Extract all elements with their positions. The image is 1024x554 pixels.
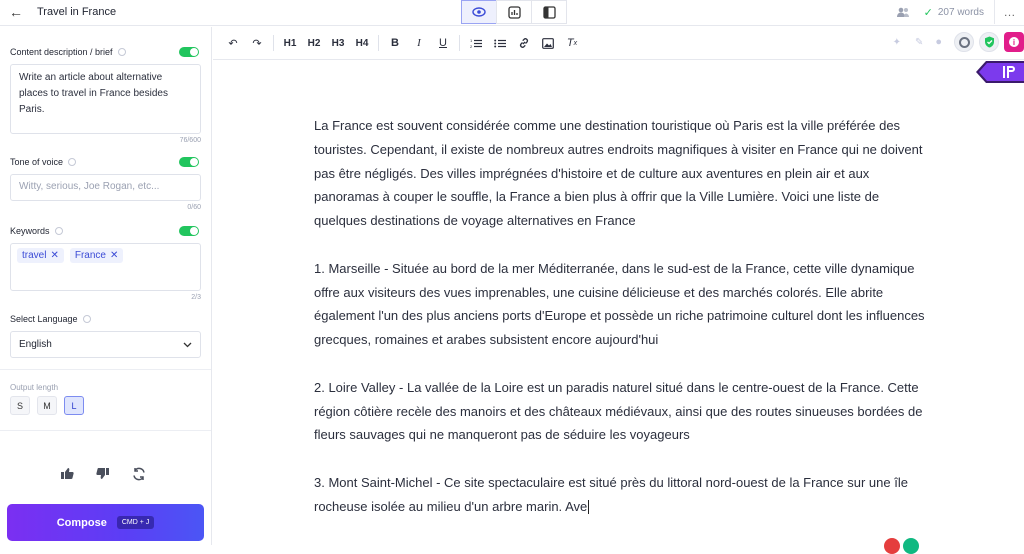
paragraph[interactable]: 2. Loire Valley - La vallée de la Loire est un paradis naturel situé dans le centre-ouest de la France. Cette région côtière recèle des manoirs et des châteaux médiévaux, ainsi que des routes sinueuses bordées de fleurs sauvages qui ne manqueront pas de séduire les voyageurs (314, 379, 923, 443)
bold-icon[interactable]: B (391, 37, 399, 49)
editor-toolbar (213, 27, 1024, 60)
eye-icon (472, 7, 486, 17)
underline-icon[interactable]: U (439, 37, 447, 49)
brief-counter: 76/600 (179, 137, 201, 144)
grammar-green-icon[interactable] (903, 538, 919, 554)
language-section (10, 314, 201, 358)
language-value: English (19, 339, 52, 350)
text-cursor (588, 500, 589, 514)
clear-format-icon[interactable]: T x (566, 37, 578, 49)
svg-text:2: 2 (470, 43, 473, 49)
saved-check-icon: ✓ (923, 6, 933, 19)
toolbar-separator (273, 35, 274, 51)
toolbar-separator (459, 35, 460, 51)
compose-button[interactable] (7, 504, 204, 541)
info-icon[interactable] (68, 158, 76, 166)
redo-icon[interactable]: ↷ (252, 37, 262, 50)
grammarly-button[interactable] (954, 32, 974, 52)
paragraph[interactable]: 1. Marseille - Située au bord de la mer Méditerranée, dans le sud-est de la France, cette ville dynamique offre aux visiteurs des vues imprenables, une cuisine délicieuse et des marchés colorés. Elle abrite également l'un des plus anciens ports d'Europe et possède un riche patrimoine culturel dont les influences grecques, romaines et arabes subsistent encore aujourd'hui (314, 260, 925, 348)
info-alert-icon: i (1009, 37, 1019, 47)
undo-icon[interactable]: ↶ (228, 37, 238, 50)
ellipsis-icon: … (1003, 5, 1016, 19)
image-icon[interactable] (536, 38, 560, 49)
grammar-red-icon[interactable] (884, 538, 900, 554)
thumbs-down-icon[interactable] (96, 467, 110, 480)
more-options-button[interactable] (994, 0, 1024, 24)
remove-chip-icon[interactable]: ✕ (50, 250, 59, 261)
paragraph-with-cursor[interactable] (314, 471, 934, 519)
length-small-button[interactable]: S (10, 396, 30, 415)
editor-content[interactable] (314, 114, 934, 542)
refresh-icon[interactable] (132, 467, 146, 481)
paragraph-text: 3. Mont Saint-Michel - Ce site spectaculaire est situé près du littoral nord-ouest de la France sur une île rocheuse isolée au milieu d'un arbre marin. Ave (314, 474, 908, 514)
keywords-input[interactable] (10, 243, 201, 291)
compose-label: Compose (56, 516, 107, 529)
bullet-list-icon[interactable] (488, 38, 512, 49)
feedback-row (60, 467, 146, 481)
chevron-down-icon (183, 342, 192, 348)
info-icon[interactable] (118, 48, 126, 56)
keyword-chip-label: France (74, 250, 106, 261)
sparkle-icon[interactable]: ✦ (892, 36, 901, 48)
pen-icon[interactable]: ✎ (914, 36, 924, 48)
compose-shortcut: CMD + J (117, 516, 154, 529)
tone-counter: 0/60 (187, 204, 201, 211)
heading-3-button[interactable]: H3 (331, 37, 345, 49)
brief-section (10, 47, 201, 144)
tone-input[interactable] (10, 174, 201, 201)
view-preview-button[interactable] (461, 0, 497, 24)
back-arrow-icon[interactable]: ← (9, 4, 23, 20)
divider (0, 369, 211, 370)
output-length-section (10, 383, 201, 415)
language-label: Select Language (10, 314, 78, 324)
keyword-chip[interactable] (17, 248, 64, 263)
top-bar (0, 0, 1024, 26)
brief-toggle[interactable] (179, 47, 199, 57)
view-analytics-button[interactable] (496, 0, 532, 24)
brief-text: Write an article about alternative places to travel in France besides Paris. (19, 72, 168, 115)
view-mode-group (462, 0, 567, 24)
info-alert-button[interactable] (1004, 32, 1024, 52)
keywords-toggle[interactable] (179, 226, 199, 236)
tone-label: Tone of voice (10, 157, 64, 167)
grammarly-icon (959, 37, 970, 48)
paragraph[interactable]: La France est souvent considérée comme une destination touristique où Paris est la ville préférée des touristes. Cependant, il existe de nombreux autres endroits magnifiques à visiter en France qui ne doivent pas être négligés. Des villes imprégnées d'histoire et de culture aux aventures en plein air et aux panoramas à couper le souffle, la France a bien plus à offrir que la Ville Lumière. Voici une liste de quelques destinations de voyage alternatives en France (314, 118, 923, 229)
tone-placeholder: Witty, serious, Joe Rogan, etc... (19, 181, 160, 192)
language-select[interactable] (10, 331, 201, 358)
info-icon[interactable] (83, 315, 91, 323)
heading-1-button[interactable]: H1 (283, 37, 297, 49)
top-right-area (896, 0, 1024, 24)
bottom-right-icons (884, 538, 919, 554)
output-length-label: Output length (10, 383, 59, 392)
svg-text:1: 1 (470, 37, 473, 43)
word-count: 207 words (937, 6, 984, 18)
link-icon[interactable] (512, 37, 536, 49)
italic-icon[interactable]: I (417, 37, 421, 49)
tone-section (10, 157, 201, 211)
brief-textarea[interactable] (10, 64, 201, 134)
keywords-label: Keywords (10, 226, 50, 236)
length-large-button[interactable]: L (64, 396, 84, 415)
tone-toggle[interactable] (179, 157, 199, 167)
divider (0, 430, 211, 431)
keyword-chip[interactable] (70, 248, 124, 263)
shield-button[interactable] (979, 32, 999, 52)
circle-status-icon[interactable]: ● (935, 36, 942, 48)
heading-4-button[interactable]: H4 (355, 37, 369, 49)
keyword-chip-label: travel (22, 250, 47, 261)
thumbs-up-icon[interactable] (60, 467, 74, 480)
users-icon[interactable] (896, 6, 910, 18)
ordered-list-icon[interactable] (464, 38, 488, 49)
toolbar-separator (378, 35, 379, 51)
left-sidebar (0, 27, 212, 545)
keywords-counter: 2/3 (191, 294, 201, 301)
chart-box-icon (508, 6, 521, 19)
keywords-section (10, 226, 201, 301)
sidebar-layout-icon (543, 6, 556, 19)
ip-logo-badge[interactable] (976, 60, 1024, 84)
shield-check-icon (984, 36, 995, 48)
document-title[interactable]: Travel in France (37, 6, 117, 18)
remove-chip-icon[interactable]: ✕ (109, 250, 119, 261)
toolbar-right-icons (885, 32, 1024, 52)
info-icon[interactable] (55, 227, 63, 235)
brief-label: Content description / brief (10, 47, 113, 57)
length-medium-button[interactable]: M (37, 396, 57, 415)
heading-2-button[interactable]: H2 (307, 37, 321, 49)
view-layout-button[interactable] (531, 0, 567, 24)
